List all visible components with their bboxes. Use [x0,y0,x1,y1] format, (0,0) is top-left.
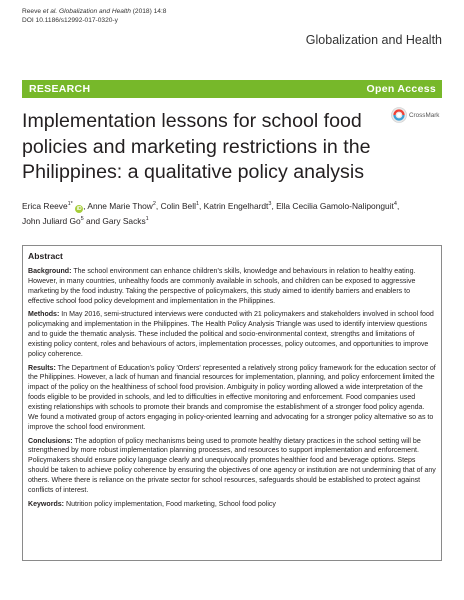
author: John Juliard Go$^5$ [22,216,84,227]
abstract-body [28,267,436,513]
author: Gary Sacks$^1$ [102,216,149,227]
crossmark-label: CrossMark [409,111,440,119]
author: Colin Bell$^1$ [160,200,200,211]
open-access-label: Open Access [366,83,436,95]
article-type-banner [22,80,442,98]
citation-header [22,7,166,25]
journal-name: Globalization and Health [305,33,442,47]
abstract-results: Results: The Department of Education's policy 'Orders' represented a relatively strong policy framework for the education sector of the Philippines. However, a lack of human and financial resources for implementation, planning, and policy enforcement limited the impact of the policy on the healthiness of school food provision. Ambiguity in policy wording allowed a wide interpretation of the foods eligible to be provided in schools, and led to difficulties in effective monitoring and enforcement. Food companies used existing relationships with schools to promote their brands and compromise the establishment of a stronger food policy agenda. We found a motivated group of actors engaging in policy-oriented learning and advocating for a stronger policy alternative so as to improve the school food environment. [28,364,436,431]
author: Ella Cecilia Gamolo-Naliponguit$^4$ [276,200,397,211]
abstract-background: Background: The school environment can enhance children's skills, knowledge and behaviours in relation to healthy eating. However, in many countries, unhealthy foods are commonly available in schools, and children can be exposed to aggressive marketing by the food industry. Taking the perspective of policymakers, this study aimed to identify barriers and enablers to effective school food policy development and implementation in the Philippines. [28,268,416,305]
citation-line [22,7,166,16]
article-type-label: RESEARCH [29,83,91,95]
author: Katrin Engelhardt$^3$ [203,200,272,211]
author: Erica Reeve$^{1*}$ [22,200,73,211]
abstract-keywords: Keywords: Nutrition policy implementation, Food marketing, School food policy [28,500,276,508]
abstract-conclusions: Conclusions: The adoption of policy mechanisms being used to promote healthy dietary practices in the school setting will be strengthened by more robust implementation planning processes, and resources to support implementation and enforcement. Policymakers should ensure policy language clearly and unequivocally promotes healthier food and beverage options. Steps should be taken to achieve policy coherence by ensuring the objectives of one agency or institution are not undermining that of any others. Where there is reliance on the private sector for school resources, safeguards should be established to protect against conflicts of interest. [28,437,436,494]
author: Anne Marie Thow$^2$ [87,200,156,211]
orcid-icon[interactable]: iD [76,205,82,212]
citation-etal: et al. [42,8,58,15]
citation-journal: Globalization and Health [59,8,131,15]
abstract-heading: Abstract [28,251,63,261]
crossmark-icon [391,107,407,123]
citation-issue: (2018) 14:8 [130,8,167,15]
article-title: Implementation lessons for school food policies and marketing restrictions in the Philippines: a qualitative policy analysis [22,110,371,183]
citation-authors: Reeve [22,8,43,15]
crossmark-button[interactable] [391,107,439,123]
author-list: Erica Reeve$^{1*}$ iD , Anne Marie Thow$^2$, Colin Bell$^1$, Katrin Engelhardt$^3$, Ella Cecilia Gamolo-Naliponguit$^4$, John Juliard Go$^5$ and Gary Sacks$^1$ [22,200,400,227]
doi[interactable]: DOI 10.1186/s12992-017-0320-y [22,17,118,24]
abstract-methods: Methods: In May 2016, semi-structured interviews were conducted with 21 policymakers and stakeholders involved in school food policymaking and implementation in the Philippines. The Health Policy Analysis Triangle was used to identify interview questions and to guide the thematic analysis. These included the political and socio-environmental context, strengths and limitations of existing policy content, roles and behaviours of actors, implementation processes, policy outcomes, and opportunities to improve policy coherence. [28,311,434,358]
